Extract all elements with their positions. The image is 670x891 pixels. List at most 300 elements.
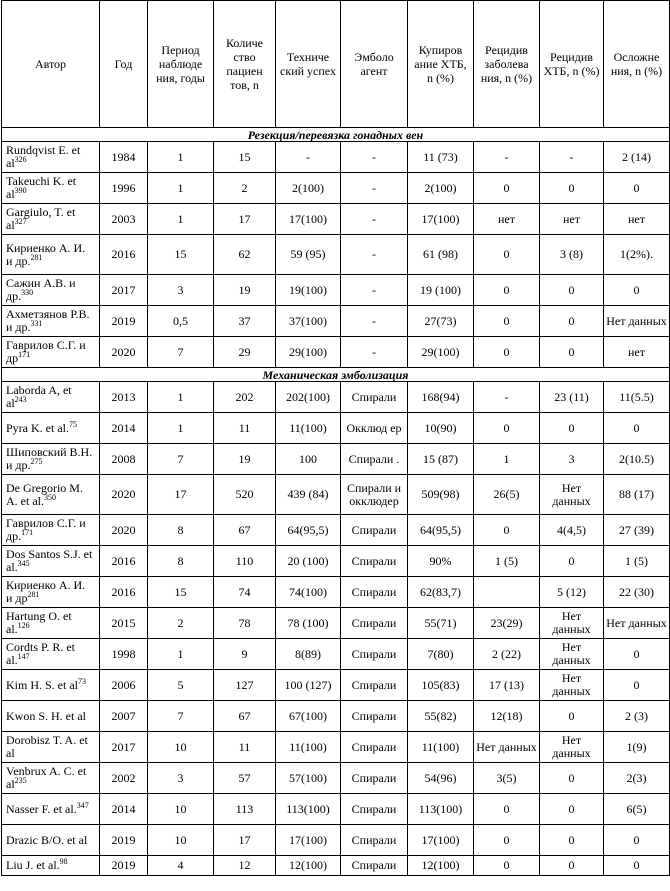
cell-recur-ctb: 3 (540, 444, 604, 475)
cell-recur-ctb: 0 (540, 701, 604, 732)
cell-recur-ctb: Нет данных (540, 608, 604, 639)
cell-period: 8 (148, 515, 214, 546)
cell-recur-ctb: - (540, 142, 604, 173)
table-row (2, 732, 670, 763)
cell-recur-disease: 17 (13) (474, 670, 540, 701)
cell-recur-disease: 12(18) (474, 701, 540, 732)
author-name: Liu J. et al. (6, 858, 60, 872)
cell-agent: Спирали (341, 825, 408, 856)
cell-relief: 29(100) (408, 337, 474, 368)
cell-tech: 2(100) (276, 173, 341, 204)
cell-recur-disease: 2 (22) (474, 639, 540, 670)
reference-number: 235 (14, 776, 27, 785)
cell-author (2, 732, 100, 763)
table-row (2, 670, 670, 701)
cell-year: 2014 (100, 794, 148, 825)
cell-period: 8 (148, 546, 214, 577)
reference-number: 331 (30, 319, 43, 328)
cell-recur-ctb: Нет данных (540, 639, 604, 670)
reference-number: 126 (17, 621, 30, 630)
author-name: Laborda A, et al (6, 383, 72, 410)
cell-recur-ctb: нет (540, 204, 604, 235)
cell-patients: 37 (214, 306, 276, 337)
cell-period: 15 (148, 577, 214, 608)
cell-period: 3 (148, 763, 214, 794)
cell-recur-ctb: 0 (540, 825, 604, 856)
author-name: Ахметзянов Р.В. и др. (6, 307, 90, 334)
cell-relief: 105(83) (408, 670, 474, 701)
cell-year: 1996 (100, 173, 148, 204)
reference-number: 350 (44, 492, 56, 502)
author-name: Шиповский В.Н. и др. (6, 445, 93, 472)
cell-agent: Спирали (341, 546, 408, 577)
cell-recur-disease: 3(5) (474, 763, 540, 794)
cell-period: 7 (148, 337, 214, 368)
cell-recur-ctb: 0 (540, 413, 604, 444)
cell-agent: Спирали (341, 670, 408, 701)
cell-relief: 2(100) (408, 173, 474, 204)
author-name: De Gregorio M. A. et al. (6, 480, 83, 508)
cell-agent: Спирали (341, 382, 408, 413)
cell-agent: Спирали (341, 763, 408, 794)
cell-author (2, 701, 100, 732)
cell-period: 1 (148, 382, 214, 413)
cell-author (2, 173, 100, 204)
cell-patients: 11 (214, 732, 276, 763)
cell-year: 2013 (100, 382, 148, 413)
cell-author (2, 444, 100, 475)
cell-agent: - (341, 337, 408, 368)
cell-relief: 55(71) (408, 608, 474, 639)
cell-author (2, 515, 100, 546)
table-row (2, 577, 670, 608)
author-name: Rundqvist E. et al (6, 143, 81, 170)
cell-recur-disease: 26(5) (474, 475, 540, 515)
cell-relief: 12(100) (408, 856, 474, 876)
author-name: Гаврилов С.Г. и др. (6, 516, 86, 543)
cell-year: 2003 (100, 204, 148, 235)
table-row (2, 235, 670, 275)
table-row (2, 825, 670, 856)
table-row (2, 413, 670, 444)
header-year: Год (100, 1, 148, 128)
table-header-row (2, 1, 670, 128)
cell-recur-disease: 0 (474, 825, 540, 856)
cell-recur-disease: 0 (474, 275, 540, 306)
cell-agent: Спирали (341, 608, 408, 639)
cell-recur-disease: 1 (474, 444, 540, 475)
cell-period: 2 (148, 608, 214, 639)
cell-year: 2020 (100, 475, 148, 515)
cell-complications: Нет данных (604, 608, 670, 639)
cell-year: 2020 (100, 515, 148, 546)
cell-tech: 19(100) (276, 275, 341, 306)
cell-patients: 57 (214, 763, 276, 794)
cell-relief: 509(98) (408, 475, 474, 515)
header-author: Автор (2, 1, 100, 128)
author-name: Gargiulo, T. et al (6, 205, 76, 232)
cell-patients: 74 (214, 577, 276, 608)
table-row (2, 204, 670, 235)
cell-relief: 27(73) (408, 306, 474, 337)
cell-patients: 17 (214, 825, 276, 856)
cell-patients: 113 (214, 794, 276, 825)
author-name: Venbrux A. C. et al (6, 764, 87, 791)
reference-number: 275 (30, 457, 43, 466)
reference-number: 327 (14, 217, 27, 226)
cell-complications: 0 (604, 639, 670, 670)
cell-author (2, 204, 100, 235)
section-row (2, 128, 670, 142)
cell-year: 2019 (100, 856, 148, 876)
cell-agent: - (341, 142, 408, 173)
cell-period: 0,5 (148, 306, 214, 337)
header-period: Период наблюде ния, годы (148, 1, 214, 128)
cell-period: 10 (148, 794, 214, 825)
cell-complications: 2(10.5) (604, 444, 670, 475)
cell-agent: Спирали (341, 701, 408, 732)
cell-complications: 22 (30) (604, 577, 670, 608)
cell-year: 2007 (100, 701, 148, 732)
cell-tech: 202(100) (276, 382, 341, 413)
table-row (2, 794, 670, 825)
section-row (2, 368, 670, 382)
cell-tech: 113(100) (276, 794, 341, 825)
cell-period: 10 (148, 732, 214, 763)
cell-author (2, 546, 100, 577)
author-name: Takeuchi K. et al (6, 174, 77, 201)
author-name: Кириенко А. И. и др (6, 578, 86, 605)
cell-recur-ctb: 0 (540, 763, 604, 794)
cell-relief: 62(83,7) (408, 577, 474, 608)
cell-complications: 2 (14) (604, 142, 670, 173)
cell-period: 1 (148, 413, 214, 444)
author-name: Pyra K. et al. (6, 420, 69, 435)
cell-patients: 202 (214, 382, 276, 413)
cell-year: 2014 (100, 413, 148, 444)
header-relief: Купиров ание ХТБ, n (%) (408, 1, 474, 128)
cell-complications: нет (604, 204, 670, 235)
cell-relief: 168(94) (408, 382, 474, 413)
cell-year: 2006 (100, 670, 148, 701)
cell-relief: 90% (408, 546, 474, 577)
table-row (2, 515, 670, 546)
cell-complications: 6(5) (604, 794, 670, 825)
cell-relief: 54(96) (408, 763, 474, 794)
cell-tech: 37(100) (276, 306, 341, 337)
cell-agent: Окклюд ер (341, 413, 408, 444)
cell-author (2, 763, 100, 794)
cell-complications: 1(2%). (604, 235, 670, 275)
reference-number: 345 (17, 559, 30, 568)
cell-recur-disease: 0 (474, 337, 540, 368)
cell-agent: Спирали (341, 577, 408, 608)
header-embolic-agent: Эмболо агент (341, 1, 408, 128)
cell-relief: 19 (100) (408, 275, 474, 306)
cell-recur-ctb: 0 (540, 173, 604, 204)
cell-year: 2008 (100, 444, 148, 475)
cell-author (2, 825, 100, 856)
cell-year: 2017 (100, 732, 148, 763)
cell-recur-disease: 0 (474, 306, 540, 337)
cell-agent: - (341, 235, 408, 275)
author-name: Kwon S. H. et al (6, 708, 86, 723)
cell-agent: - (341, 306, 408, 337)
cell-period: 7 (148, 701, 214, 732)
cell-relief: 17(100) (408, 204, 474, 235)
cell-complications: 11(5.5) (604, 382, 670, 413)
cell-recur-ctb: Нет данных (540, 670, 604, 701)
cell-tech: 29(100) (276, 337, 341, 368)
reference-number: 73 (78, 676, 86, 686)
cell-relief: 61 (98) (408, 235, 474, 275)
table-row (2, 639, 670, 670)
reference-number: 243 (14, 395, 27, 404)
cell-relief: 10(90) (408, 413, 474, 444)
cell-agent: Спирали (341, 639, 408, 670)
cell-patients: 2 (214, 173, 276, 204)
cell-tech: 64(95,5) (276, 515, 341, 546)
cell-patients: 127 (214, 670, 276, 701)
table-row (2, 444, 670, 475)
cell-tech: 57(100) (276, 763, 341, 794)
table-row (2, 856, 670, 876)
cell-period: 10 (148, 825, 214, 856)
cell-tech: 11(100) (276, 413, 341, 444)
table-body (2, 128, 670, 876)
cell-recur-ctb: 23 (11) (540, 382, 604, 413)
cell-complications: 0 (604, 275, 670, 306)
cell-recur-ctb: 3 (8) (540, 235, 604, 275)
cell-relief: 15 (87) (408, 444, 474, 475)
cell-recur-disease: 0 (474, 413, 540, 444)
cell-relief: 55(82) (408, 701, 474, 732)
cell-author (2, 475, 100, 515)
cell-period: 15 (148, 235, 214, 275)
reference-number: 147 (17, 652, 30, 661)
cell-agent: Спирали (341, 732, 408, 763)
cell-author (2, 577, 100, 608)
header-tech-success: Техниче ский успех (276, 1, 341, 128)
section-title: Механическая эмболизация (2, 368, 670, 382)
cell-relief: 113(100) (408, 794, 474, 825)
cell-recur-disease: - (474, 382, 540, 413)
header-recurrence-disease: Рецидив заболева ния, n (%) (474, 1, 540, 128)
cell-complications: 0 (604, 825, 670, 856)
cell-agent: Спирали (341, 856, 408, 876)
cell-year: 2002 (100, 763, 148, 794)
cell-year: 1984 (100, 142, 148, 173)
table-row (2, 701, 670, 732)
cell-period: 5 (148, 670, 214, 701)
cell-author (2, 142, 100, 173)
cell-year: 2020 (100, 337, 148, 368)
cell-patients: 78 (214, 608, 276, 639)
cell-relief: 7(80) (408, 639, 474, 670)
cell-patients: 11 (214, 413, 276, 444)
cell-year: 2019 (100, 306, 148, 337)
cell-recur-disease (474, 577, 540, 608)
author-name: Dorobisz T. A. et al (6, 733, 88, 760)
cell-patients: 110 (214, 546, 276, 577)
cell-recur-disease: нет (474, 204, 540, 235)
reference-number: 281 (27, 590, 40, 599)
cell-patients: 67 (214, 515, 276, 546)
cell-author (2, 794, 100, 825)
table-row (2, 337, 670, 368)
cell-complications: 27 (39) (604, 515, 670, 546)
cell-patients: 19 (214, 275, 276, 306)
cell-tech: 439 (84) (276, 475, 341, 515)
cell-patients: 15 (214, 142, 276, 173)
cell-complications: 2(3) (604, 763, 670, 794)
cell-recur-disease: 0 (474, 235, 540, 275)
author-name: Hartung O. et al. (6, 609, 72, 636)
cell-complications: 0 (604, 856, 670, 876)
cell-recur-disease: - (474, 142, 540, 173)
cell-year: 2019 (100, 825, 148, 856)
cell-relief: 11 (73) (408, 142, 474, 173)
table-row (2, 763, 670, 794)
cell-complications: 1 (5) (604, 546, 670, 577)
cell-author (2, 337, 100, 368)
cell-agent: - (341, 204, 408, 235)
cell-complications: 0 (604, 173, 670, 204)
cell-recur-disease: 0 (474, 856, 540, 876)
cell-tech: 11(100) (276, 732, 341, 763)
cell-recur-ctb: 0 (540, 306, 604, 337)
cell-relief: 11(100) (408, 732, 474, 763)
cell-tech: - (276, 142, 341, 173)
section-title: Резекция/перевязка гонадных вен (2, 128, 670, 142)
cell-recur-disease: 0 (474, 173, 540, 204)
author-name: Drazic B/O. et al (6, 832, 88, 847)
results-table (1, 0, 670, 876)
cell-period: 7 (148, 444, 214, 475)
cell-tech: 67(100) (276, 701, 341, 732)
cell-period: 1 (148, 204, 214, 235)
cell-recur-ctb: 4(4,5) (540, 515, 604, 546)
cell-patients: 19 (214, 444, 276, 475)
cell-relief: 64(95,5) (408, 515, 474, 546)
author-name: Kim H. S. et al (6, 677, 78, 692)
header-recurrence-ctb: Рецидив ХТБ, n (%) (540, 1, 604, 128)
cell-period: 3 (148, 275, 214, 306)
cell-recur-ctb: Нет данных (540, 475, 604, 515)
cell-period: 1 (148, 173, 214, 204)
cell-agent: Спирали (341, 794, 408, 825)
cell-year: 2015 (100, 608, 148, 639)
cell-recur-ctb: 0 (540, 546, 604, 577)
cell-complications: 2 (3) (604, 701, 670, 732)
author-name: Гаврилов С.Г. и др (6, 338, 86, 365)
table-row (2, 608, 670, 639)
cell-recur-ctb: 0 (540, 856, 604, 876)
cell-tech: 12(100) (276, 856, 341, 876)
cell-tech: 8(89) (276, 639, 341, 670)
table-row (2, 546, 670, 577)
cell-recur-ctb: 0 (540, 275, 604, 306)
author-name: Cordts P. R. et al. (6, 640, 76, 667)
cell-period: 17 (148, 475, 214, 515)
reference-number: 326 (14, 155, 27, 164)
cell-agent: Спирали и окклюдер (341, 475, 408, 515)
cell-recur-disease: Нет данных (474, 732, 540, 763)
cell-patients: 9 (214, 639, 276, 670)
table-row (2, 275, 670, 306)
cell-author (2, 382, 100, 413)
reference-number: 281 (30, 252, 43, 262)
cell-author (2, 670, 100, 701)
cell-year: 2017 (100, 275, 148, 306)
table-row (2, 382, 670, 413)
cell-complications: Нет данных (604, 306, 670, 337)
cell-tech: 74(100) (276, 577, 341, 608)
cell-author (2, 306, 100, 337)
cell-patients: 62 (214, 235, 276, 275)
cell-patients: 12 (214, 856, 276, 876)
table-row (2, 306, 670, 337)
author-name: Dos Santos S.J. et al. (6, 547, 93, 574)
cell-period: 1 (148, 142, 214, 173)
reference-number: 347 (76, 800, 89, 810)
cell-author (2, 608, 100, 639)
cell-agent: - (341, 173, 408, 204)
cell-recur-disease: 1 (5) (474, 546, 540, 577)
table-row (2, 475, 670, 515)
cell-year: 2016 (100, 235, 148, 275)
cell-complications: 1(9) (604, 732, 670, 763)
cell-year: 2016 (100, 546, 148, 577)
cell-recur-ctb: 0 (540, 794, 604, 825)
cell-agent: Спирали (341, 515, 408, 546)
cell-author (2, 413, 100, 444)
cell-author (2, 275, 100, 306)
reference-number: 330 (21, 288, 34, 297)
cell-patients: 17 (214, 204, 276, 235)
header-patients: Количе ство пациен тов, n (214, 1, 276, 128)
cell-period: 4 (148, 856, 214, 876)
cell-tech: 17(100) (276, 825, 341, 856)
table-row (2, 142, 670, 173)
cell-year: 2016 (100, 577, 148, 608)
cell-recur-ctb: 5 (12) (540, 577, 604, 608)
cell-tech: 59 (95) (276, 235, 341, 275)
cell-complications: 0 (604, 413, 670, 444)
cell-patients: 29 (214, 337, 276, 368)
reference-number: 171 (21, 528, 34, 537)
cell-recur-disease: 0 (474, 794, 540, 825)
author-name: Сажин А.В. и др. (6, 276, 76, 303)
author-name: Кириенко А. И. и др. (6, 240, 86, 268)
cell-patients: 520 (214, 475, 276, 515)
reference-number: 75 (68, 419, 77, 429)
cell-recur-ctb: Нет данных (540, 732, 604, 763)
cell-year: 1998 (100, 639, 148, 670)
table-row (2, 173, 670, 204)
cell-relief: 17(100) (408, 825, 474, 856)
reference-number: 390 (14, 186, 27, 195)
cell-recur-disease: 0 (474, 515, 540, 546)
reference-number: 171 (18, 350, 31, 359)
cell-recur-disease: 23(29) (474, 608, 540, 639)
cell-tech: 17(100) (276, 204, 341, 235)
cell-recur-ctb: 0 (540, 337, 604, 368)
cell-tech: 78 (100) (276, 608, 341, 639)
cell-period: 1 (148, 639, 214, 670)
cell-agent: - (341, 275, 408, 306)
cell-author (2, 639, 100, 670)
